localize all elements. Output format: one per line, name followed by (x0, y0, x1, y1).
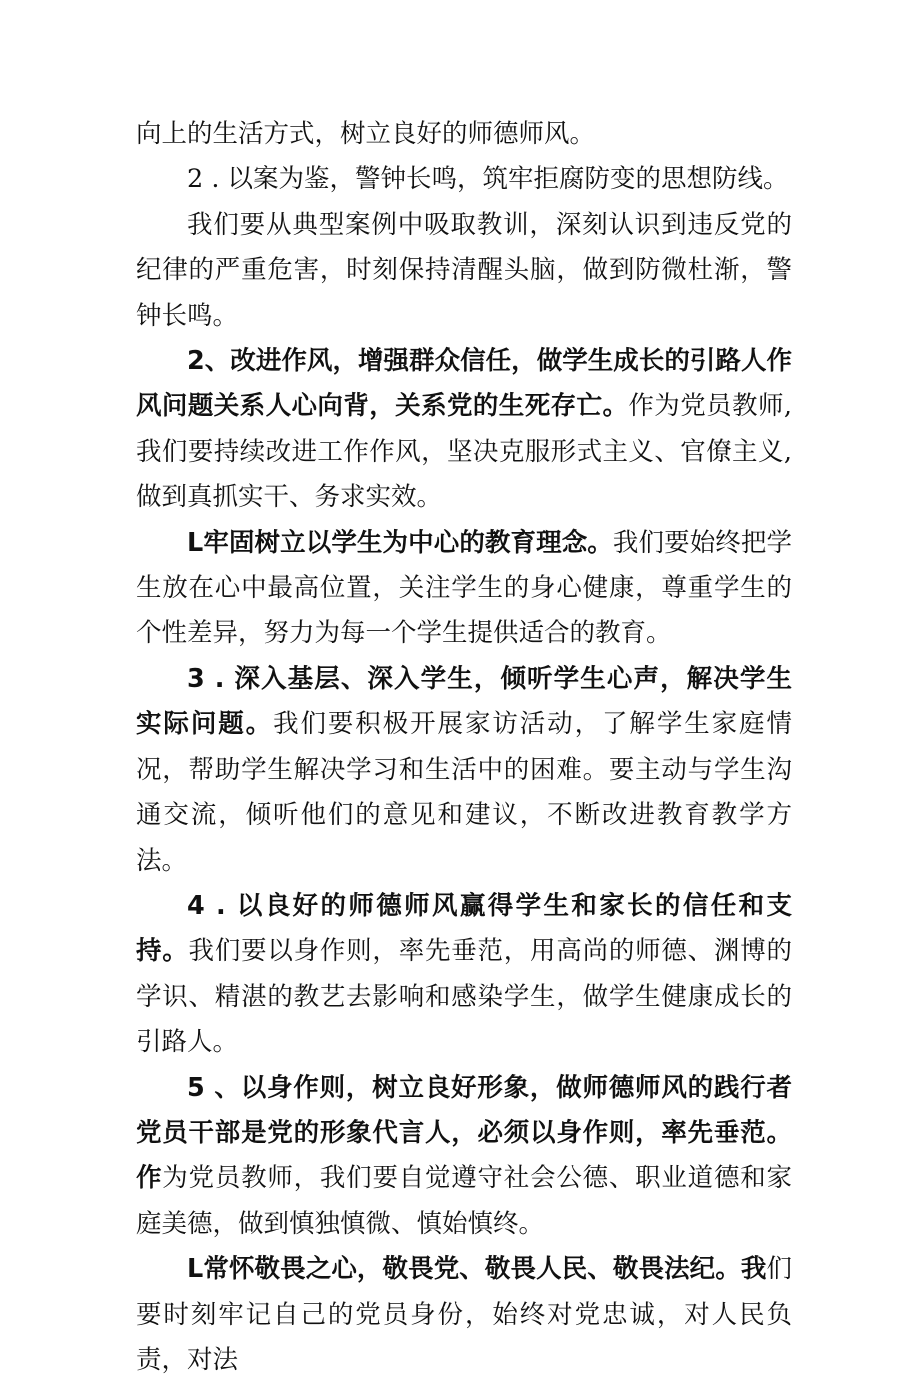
body-text: 我们要积极开展家访活动，了解学生家庭情况，帮助学生解决学习和生活中的困难。要主动与学生沟通交流，倾听他们的意见和建议，不断改进教育教学方法。 (136, 709, 792, 876)
bold-heading-text: 4 . 以良好的师德师风赢得学生和家长的信任和支持。 (136, 890, 792, 967)
bold-heading-text: 5 、以身作则，树立良好形象，做师德师风的践行者党员干部是党的形象代言人，必须以身作则，率先垂范。作 (136, 1072, 792, 1194)
paragraph-p1 (136, 112, 792, 157)
body-text: 我们要从典型案例中吸取教训，深刻认识到违反党的纪律的严重危害，时刻保持清醒头脑，做到防微杜渐，警钟长鸣。 (136, 209, 792, 331)
paragraph-p7 (136, 884, 792, 1066)
body-text: 我们要始终把学生放在心中最高位置，关注学生的身心健康，尊重学生的个性差异，努力为每一个学生提供适合的教育。 (136, 527, 792, 649)
paragraph-p4 (136, 339, 792, 521)
paragraph-p5 (136, 521, 792, 657)
bold-heading-text: L牢固树立以学生为中心的教育理念。 (187, 527, 613, 558)
body-text: 们要时刻牢记自己的党员身份，始终对党忠诚，对人民负责，对法 (136, 1254, 792, 1375)
bold-heading-text: 2、改进作风，增强群众信任，做学生成长的引路人作风问题关系人心向背，关系党的生死存亡。 (136, 346, 792, 422)
paragraph-p2 (136, 157, 792, 202)
bold-heading-text: 3 . 深入基层、深入学生，倾听学生心声，解决学生实际问题。 (136, 663, 792, 740)
paragraph-p6 (136, 657, 792, 884)
paragraph-p8 (136, 1066, 792, 1248)
paragraph-p9 (136, 1247, 792, 1383)
bold-heading-text: L常怀敬畏之心，敬畏党、敬畏人民、敬畏法纪。我 (187, 1254, 767, 1285)
paragraph-p3 (136, 203, 792, 339)
body-text: 作为党员教师,我们要持续改进工作作风，坚决克服形式主义、官僚主义,做到真抓实干、务求实效。 (136, 391, 792, 513)
document-body (136, 112, 792, 1383)
body-text: 2 . 以案为鉴，警钟长鸣，筑牢拒腐防变的思想防线。 (187, 164, 789, 195)
body-text: 我们要以身作则，率先垂范，用高尚的师德、渊博的学识、精湛的教艺去影响和感染学生，做学生健康成长的引路人。 (136, 936, 792, 1058)
body-text: 为党员教师，我们要自觉遵守社会公德、职业道德和家庭美德，做到慎独慎微、慎始慎终。 (136, 1163, 792, 1239)
body-text: 向上的生活方式，树立良好的师德师风。 (136, 119, 596, 149)
